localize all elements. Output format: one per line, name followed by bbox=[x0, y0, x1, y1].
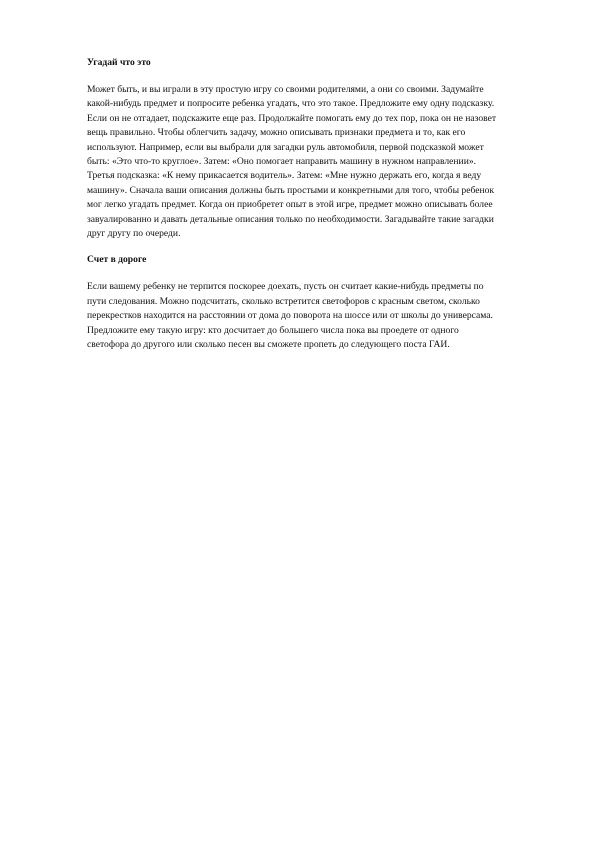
section-guess-what bbox=[87, 56, 503, 241]
section-paragraph: Может быть, и вы играли в эту простую игру со своими родителями, а они со своими. Задумайте какой-нибудь предмет и попросите ребенка угадать, что это такое. Предложите ему одну подсказку. Если он не отгадает, подскажите еще раз. Продолжайте помогать ему до тех пор, пока он не назовет вещь правильно. Чтобы облегчить задачу, можно описывать признаки предмета и то, как его используют. Например, если вы выбрали для загадки руль автомобиля, первой подсказкой может быть: «Это что-то круглое». Затем: «Оно помогает направить машину в нужном направлении». Третья подсказка: «К нему прикасается водитель». Затем: «Мне нужно держать его, когда я веду машину». Сначала ваши описания должны быть простыми и конкретными для того, чтобы ребенок мог легко угадать предмет. Когда он приобретет опыт в этой игре, предмет можно описывать более завуалированно и давать детальные описания только по необходимости. Загадывайте такие загадки друг другу по очереди. bbox=[87, 84, 497, 240]
section-title: Счет в дороге bbox=[87, 254, 147, 266]
section-road-count bbox=[87, 253, 503, 352]
section-paragraph: Если вашему ребенку не терпится поскорее доехать, пусть он считает какие-нибудь предметы по пути следования. Можно подсчитать, сколько встретится светофоров с красным светом, сколько перекрестков находится на расстоянии от дома до поворота на шоссе или от школы до универсама. Предложите ему такую игру: кто досчитает до большего числа пока вы проедете от одного светофора до другого или сколько песен вы сможете пропеть до следующего поста ГАИ. bbox=[87, 281, 493, 351]
section-title: Угадай что это bbox=[87, 57, 151, 68]
